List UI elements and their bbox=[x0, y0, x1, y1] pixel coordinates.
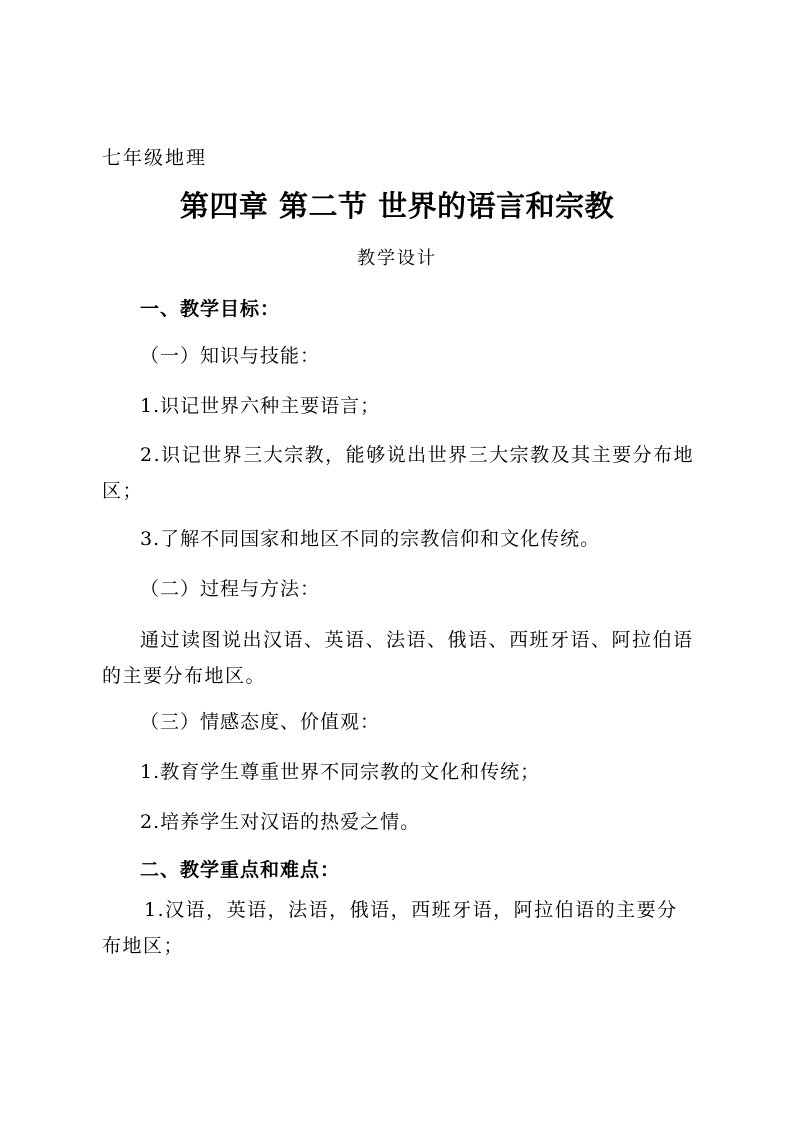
list-item: 1.识记世界六种主要语言； bbox=[140, 395, 381, 417]
list-item: 1.教育学生尊重世界不同宗教的文化和传统； bbox=[140, 761, 541, 783]
document-title: 第四章 第二节 世界的语言和宗教 bbox=[179, 189, 615, 223]
subsection1-heading: （一）知识与技能： bbox=[140, 345, 321, 367]
document-header: 七年级地理 bbox=[102, 147, 208, 169]
subsection3-heading: （三）情感态度、价值观： bbox=[140, 711, 381, 733]
subsection2-heading: （二）过程与方法： bbox=[140, 578, 321, 600]
section2-heading: 二、教学重点和难点： bbox=[140, 859, 341, 881]
list-item: 1.汉语，英语，法语，俄语，西班牙语，阿拉伯语的主要分布地区； bbox=[102, 899, 678, 957]
list-item: 2.识记世界三大宗教，能够说出世界三大宗教及其主要分布地区； bbox=[102, 444, 695, 502]
paragraph: 通过读图说出汉语、英语、法语、俄语、西班牙语、阿拉伯语的主要分布地区。 bbox=[102, 629, 694, 687]
document-subtitle: 教学设计 bbox=[357, 248, 437, 269]
section1-heading: 一、教学目标： bbox=[140, 298, 281, 320]
list-item: 2.培养学生对汉语的热爱之情。 bbox=[140, 811, 421, 833]
list-item: 3.了解不同国家和地区不同的宗教信仰和文化传统。 bbox=[140, 528, 601, 550]
